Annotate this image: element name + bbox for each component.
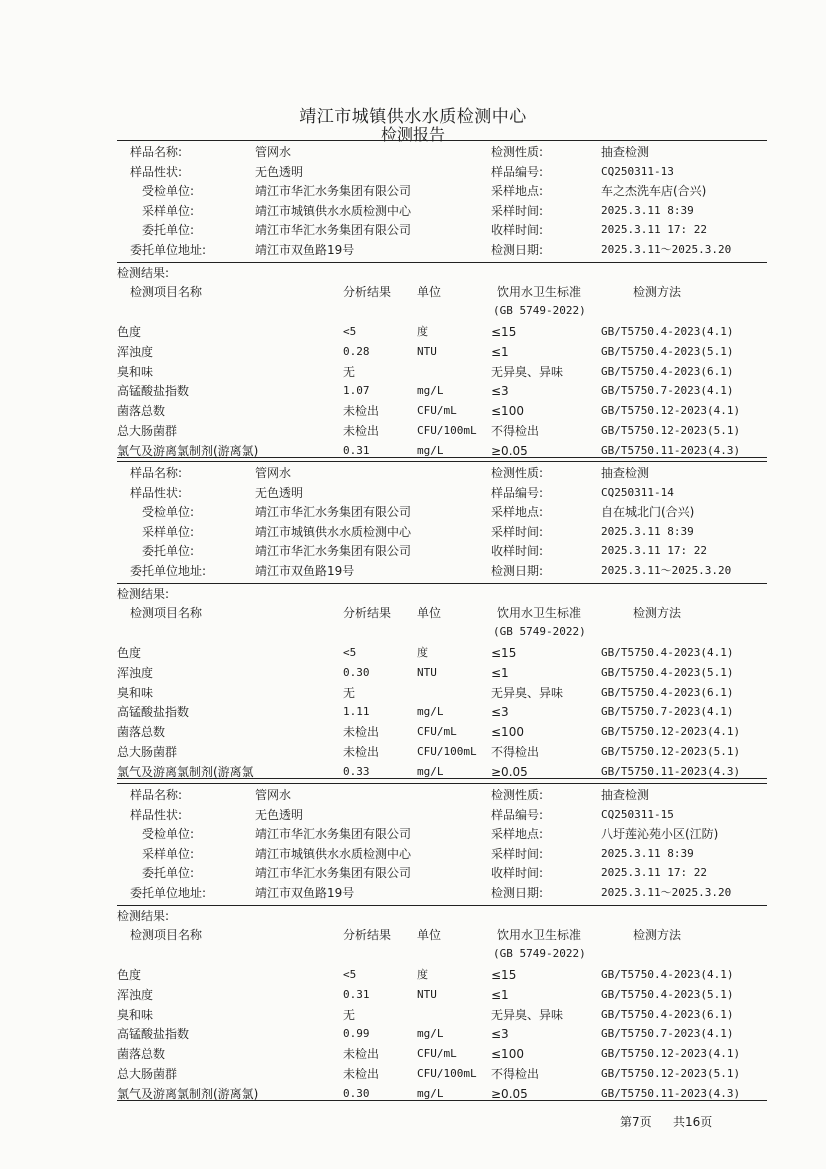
field-label: 受检单位: [142, 184, 195, 199]
field-label: 收样时间: [491, 866, 544, 881]
result-value: 未检出 [343, 424, 380, 438]
result-unit: CFU/mL [417, 1047, 457, 1061]
result-unit: 度 [417, 968, 428, 981]
field-value-sample-no: CQ250311-14 [601, 485, 674, 499]
result-item-name: 臭和味 [117, 685, 154, 700]
sample-bottom-rule [117, 457, 767, 458]
result-method: GB/T5750.4-2023(5.1) [601, 344, 734, 358]
report-title: 检测报告 [380, 125, 445, 144]
field-label: 检测性质: [491, 145, 544, 159]
column-header-result: 分析结果 [343, 606, 392, 620]
result-value: 未检出 [343, 745, 380, 759]
result-standard: ≤100 [491, 725, 524, 740]
field-value-sampling-unit: 靖江市城镇供水水质检测中心 [255, 846, 412, 861]
sample-block [117, 461, 767, 781]
field-label: 采样时间: [491, 846, 544, 861]
field-label: 受检单位: [142, 827, 195, 842]
field-value-inspected-unit: 靖江市华汇水务集团有限公司 [255, 184, 412, 199]
field-value-client-unit: 靖江市华汇水务集团有限公司 [255, 866, 412, 881]
result-value: 未检出 [343, 1047, 380, 1062]
result-value: 无 [343, 364, 356, 379]
result-standard: 不得检出 [491, 745, 540, 759]
column-header-method: 检测方法 [633, 285, 682, 299]
result-value: 0.33 [343, 764, 370, 778]
result-method: GB/T5750.12-2023(5.1) [601, 745, 741, 758]
field-value-client-address: 靖江市双鱼路19号 [255, 564, 355, 578]
result-standard: ≤3 [491, 384, 509, 399]
result-standard: ≤3 [491, 705, 509, 720]
field-value-test-date: 2025.3.11～2025.3.20 [601, 564, 732, 577]
result-method: GB/T5750.12-2023(5.1) [601, 424, 741, 437]
result-value: 未检出 [343, 725, 380, 740]
result-method: GB/T5750.4-2023(6.1) [601, 364, 734, 378]
field-label: 检测性质: [491, 788, 544, 802]
field-label: 样品性状: [130, 807, 183, 822]
column-header-item: 检测项目名称 [130, 928, 203, 942]
result-standard: ≤1 [491, 665, 509, 680]
result-value: 无 [343, 1007, 356, 1022]
result-item-name: 色度 [117, 646, 142, 660]
column-header-method: 检测方法 [633, 928, 682, 942]
result-item-name: 菌落总数 [117, 404, 166, 419]
field-value-receiving-time: 2025.3.11 17: 22 [601, 223, 707, 237]
field-label: 采样地点: [491, 505, 544, 520]
result-unit: mg/L [417, 1027, 444, 1041]
column-header-standard: 饮用水卫生标准 [497, 928, 582, 942]
column-header-item: 检测项目名称 [130, 285, 203, 299]
result-unit: CFU/mL [417, 404, 457, 418]
field-label: 收样时间: [491, 544, 544, 559]
field-value-inspected-unit: 靖江市华汇水务集团有限公司 [255, 505, 412, 520]
organization-title: 靖江市城镇供水水质检测中心 [299, 107, 527, 127]
result-value: <5 [343, 646, 357, 659]
field-value-client-address: 靖江市双鱼路19号 [255, 886, 355, 900]
field-value-client-unit: 靖江市华汇水务集团有限公司 [255, 544, 412, 559]
result-item-name: 总大肠菌群 [117, 745, 178, 759]
sample-bottom-rule [117, 1100, 767, 1101]
result-item-name: 浑浊度 [117, 665, 154, 680]
field-value-sample-name: 管网水 [255, 466, 292, 480]
result-item-name: 高锰酸盐指数 [117, 1027, 190, 1042]
column-header-unit: 单位 [417, 606, 442, 620]
field-value-test-date: 2025.3.11～2025.3.20 [601, 886, 732, 899]
field-label: 委托单位: [142, 544, 195, 559]
result-unit: mg/L [417, 764, 444, 778]
result-unit: 度 [417, 646, 428, 659]
result-method: GB/T5750.4-2023(4.1) [601, 646, 734, 659]
result-value: <5 [343, 325, 357, 338]
column-header-standard-ref: (GB 5749-2022) [493, 625, 586, 638]
field-value-test-nature: 抽查检测 [601, 145, 650, 159]
field-label: 采样时间: [491, 524, 544, 539]
field-value-client-unit: 靖江市华汇水务集团有限公司 [255, 223, 412, 238]
result-unit: mg/L [417, 384, 444, 398]
field-value-sampling-location: 车之杰洗车店(合兴) [601, 184, 707, 199]
field-label: 委托单位: [142, 223, 195, 238]
result-item-name: 氯气及游离氯制剂(游离氯 [117, 764, 254, 779]
column-header-result: 分析结果 [343, 285, 392, 299]
result-value: 1.11 [343, 705, 370, 719]
field-label: 采样单位: [142, 846, 195, 861]
field-label: 样品性状: [130, 485, 183, 500]
result-standard: ≤15 [491, 646, 517, 660]
column-header-item: 检测项目名称 [130, 606, 203, 620]
result-unit: CFU/100mL [417, 1067, 477, 1080]
field-label: 收样时间: [491, 223, 544, 238]
sample-block [117, 140, 767, 460]
result-method: GB/T5750.11-2023(4.3) [601, 1086, 741, 1100]
result-item-name: 色度 [117, 968, 142, 982]
result-item-name: 浑浊度 [117, 344, 154, 359]
result-item-name: 氯气及游离氯制剂(游离氯) [117, 1086, 259, 1101]
field-label: 检测日期: [491, 886, 544, 900]
field-label: 委托单位地址: [130, 886, 207, 900]
page-number: 第7页 [620, 1115, 652, 1129]
result-method: GB/T5750.4-2023(5.1) [601, 665, 734, 679]
result-value: 0.28 [343, 344, 370, 358]
field-label: 样品编号: [491, 807, 544, 822]
field-label: 采样时间: [491, 203, 544, 218]
result-standard: 不得检出 [491, 1067, 540, 1081]
result-unit: CFU/100mL [417, 424, 477, 437]
results-label: 检测结果: [117, 909, 170, 923]
field-label: 委托单位地址: [130, 564, 207, 578]
field-value-test-date: 2025.3.11～2025.3.20 [601, 243, 732, 256]
field-label: 样品名称: [130, 788, 183, 802]
result-value: <5 [343, 968, 357, 981]
result-unit: NTU [417, 987, 437, 1001]
result-item-name: 臭和味 [117, 1007, 154, 1022]
result-unit: CFU/100mL [417, 745, 477, 758]
field-value-sample-state: 无色透明 [255, 485, 304, 500]
field-value-test-nature: 抽查检测 [601, 466, 650, 480]
result-standard: 无异臭、异味 [491, 685, 564, 700]
result-standard: ≤3 [491, 1027, 509, 1042]
result-method: GB/T5750.4-2023(4.1) [601, 325, 734, 338]
field-label: 样品编号: [491, 164, 544, 179]
sample-info-rule [117, 905, 767, 906]
column-header-result: 分析结果 [343, 928, 392, 942]
sample-top-rule [117, 783, 767, 784]
sample-info-rule [117, 583, 767, 584]
result-unit: NTU [417, 344, 437, 358]
field-value-sampling-location: 自在城北门(合兴) [601, 505, 695, 520]
field-value-sample-state: 无色透明 [255, 807, 304, 822]
result-unit: NTU [417, 665, 437, 679]
field-label: 委托单位地址: [130, 243, 207, 257]
result-item-name: 菌落总数 [117, 725, 166, 740]
result-item-name: 臭和味 [117, 364, 154, 379]
field-value-sample-name: 管网水 [255, 788, 292, 802]
result-method: GB/T5750.12-2023(4.1) [601, 404, 741, 418]
sample-bottom-rule [117, 778, 767, 779]
result-method: GB/T5750.4-2023(6.1) [601, 1007, 734, 1021]
column-header-standard: 饮用水卫生标准 [497, 606, 582, 620]
result-item-name: 总大肠菌群 [117, 424, 178, 438]
result-standard: ≤100 [491, 1047, 524, 1062]
results-label: 检测结果: [117, 266, 170, 280]
field-label: 检测性质: [491, 466, 544, 480]
result-value: 无 [343, 685, 356, 700]
field-label: 采样地点: [491, 184, 544, 199]
field-value-client-address: 靖江市双鱼路19号 [255, 243, 355, 257]
result-standard: ≥0.05 [491, 764, 528, 779]
result-method: GB/T5750.7-2023(4.1) [601, 384, 734, 398]
sample-info-rule [117, 262, 767, 263]
field-label: 采样单位: [142, 524, 195, 539]
result-item-name: 总大肠菌群 [117, 1067, 178, 1081]
result-standard: 不得检出 [491, 424, 540, 438]
result-method: GB/T5750.11-2023(4.3) [601, 443, 741, 457]
field-value-sample-no: CQ250311-13 [601, 164, 674, 178]
result-standard: ≤1 [491, 987, 509, 1002]
result-item-name: 氯气及游离氯制剂(游离氯) [117, 443, 259, 458]
field-value-sampling-time: 2025.3.11 8:39 [601, 203, 694, 217]
result-standard: ≤15 [491, 968, 517, 982]
result-unit: 度 [417, 325, 428, 338]
result-value: 0.30 [343, 1086, 370, 1100]
result-value: 0.31 [343, 443, 370, 457]
field-label: 采样地点: [491, 827, 544, 842]
field-value-sample-name: 管网水 [255, 145, 292, 159]
result-standard: ≤1 [491, 344, 509, 359]
field-value-receiving-time: 2025.3.11 17: 22 [601, 544, 707, 558]
result-value: 1.07 [343, 384, 370, 398]
result-item-name: 浑浊度 [117, 987, 154, 1002]
column-header-standard: 饮用水卫生标准 [497, 285, 582, 299]
field-value-sample-no: CQ250311-15 [601, 807, 674, 821]
result-method: GB/T5750.4-2023(6.1) [601, 685, 734, 699]
field-value-test-nature: 抽查检测 [601, 788, 650, 802]
result-value: 0.30 [343, 665, 370, 679]
result-standard: 无异臭、异味 [491, 364, 564, 379]
result-unit: CFU/mL [417, 725, 457, 739]
result-unit: mg/L [417, 443, 444, 457]
result-value: 未检出 [343, 1067, 380, 1081]
result-standard: ≥0.05 [491, 1086, 528, 1101]
result-method: GB/T5750.12-2023(4.1) [601, 725, 741, 739]
field-label: 检测日期: [491, 564, 544, 578]
column-header-unit: 单位 [417, 928, 442, 942]
result-value: 0.99 [343, 1027, 370, 1041]
result-item-name: 菌落总数 [117, 1047, 166, 1062]
field-value-sampling-time: 2025.3.11 8:39 [601, 524, 694, 538]
field-label: 样品性状: [130, 164, 183, 179]
result-method: GB/T5750.7-2023(4.1) [601, 1027, 734, 1041]
result-method: GB/T5750.4-2023(5.1) [601, 987, 734, 1001]
result-item-name: 高锰酸盐指数 [117, 384, 190, 399]
result-unit: mg/L [417, 1086, 444, 1100]
result-value: 0.31 [343, 987, 370, 1001]
field-label: 委托单位: [142, 866, 195, 881]
field-label: 样品名称: [130, 145, 183, 159]
result-item-name: 色度 [117, 325, 142, 339]
field-value-sampling-time: 2025.3.11 8:39 [601, 846, 694, 860]
field-label: 样品名称: [130, 466, 183, 480]
result-unit: mg/L [417, 705, 444, 719]
results-label: 检测结果: [117, 587, 170, 601]
field-value-sample-state: 无色透明 [255, 164, 304, 179]
result-item-name: 高锰酸盐指数 [117, 705, 190, 720]
field-label: 样品编号: [491, 485, 544, 500]
result-method: GB/T5750.4-2023(4.1) [601, 968, 734, 981]
field-label: 检测日期: [491, 243, 544, 257]
result-method: GB/T5750.12-2023(5.1) [601, 1067, 741, 1080]
field-value-inspected-unit: 靖江市华汇水务集团有限公司 [255, 827, 412, 842]
result-method: GB/T5750.7-2023(4.1) [601, 705, 734, 719]
sample-top-rule [117, 140, 767, 141]
column-header-standard-ref: (GB 5749-2022) [493, 947, 586, 960]
result-standard: 无异臭、异味 [491, 1007, 564, 1022]
field-value-sampling-unit: 靖江市城镇供水水质检测中心 [255, 203, 412, 218]
column-header-method: 检测方法 [633, 606, 682, 620]
result-value: 未检出 [343, 404, 380, 419]
result-standard: ≤100 [491, 404, 524, 419]
page-total: 共16页 [673, 1115, 713, 1129]
column-header-unit: 单位 [417, 285, 442, 299]
result-standard: ≤15 [491, 325, 517, 339]
field-value-sampling-location: 八圩莲沁苑小区(江防) [601, 827, 719, 842]
result-method: GB/T5750.11-2023(4.3) [601, 764, 741, 778]
sample-top-rule [117, 461, 767, 462]
field-value-receiving-time: 2025.3.11 17: 22 [601, 866, 707, 880]
sample-block [117, 783, 767, 1103]
column-header-standard-ref: (GB 5749-2022) [493, 304, 586, 317]
field-label: 受检单位: [142, 505, 195, 520]
field-label: 采样单位: [142, 203, 195, 218]
result-standard: ≥0.05 [491, 443, 528, 458]
field-value-sampling-unit: 靖江市城镇供水水质检测中心 [255, 524, 412, 539]
result-method: GB/T5750.12-2023(4.1) [601, 1047, 741, 1061]
